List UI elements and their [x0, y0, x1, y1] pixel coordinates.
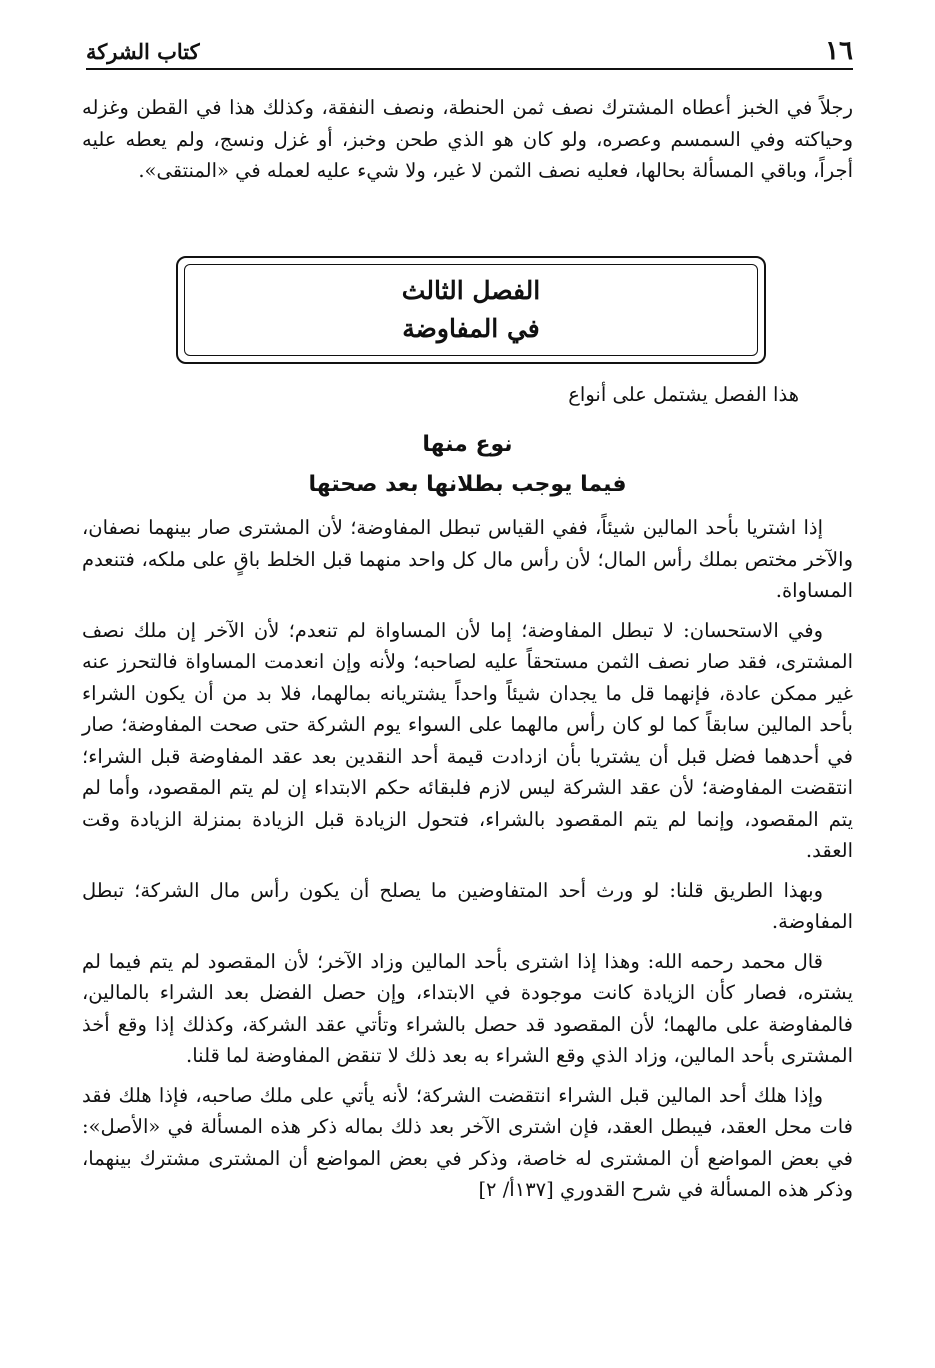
chapter-lead-sentence: هذا الفصل يشتمل على أنواع [568, 383, 799, 406]
chapter-title-line1: الفصل الثالث [401, 276, 541, 305]
body-paragraph-3: وبهذا الطريق قلنا: لو ورث أحد المتفاوضين ما يصلح أن يكون رأس مال الشركة؛ تبطل المفاوضة. [82, 878, 853, 933]
running-title: كتاب الشركة [86, 38, 200, 64]
section-subheading: فيما يوجب بطلانها بعد صحتها [308, 472, 627, 497]
chapter-title-frame [176, 256, 766, 364]
page-header [86, 34, 853, 70]
chapter-title-line2: في المفاوضة [402, 314, 540, 343]
intro-paragraph: رجلاً في الخبز أعطاه المشترك نصف ثمن الحنطة، ونصف النفقة، وكذلك هذا في القطن وغزله وحياكته وفي السمسم وعصره، ولو كان هو الذي طحن وخبز، أو غزل ونسج، ولم يعطه عليه أجراً، وباقي المسألة بحالها، فعليه نصف الثمن لا غير، ولا شيء عليه لعمله في «المنتقى». [82, 96, 853, 182]
body-paragraph-1: إذا اشتريا بأحد المالين شيئاً، ففي القياس تبطل المفاوضة؛ لأن المشترى صار بينهما نصفان، والآخر مختص بملك رأس المال؛ لأن رأس مال كل واحد منهما قبل الخلط باقٍ على ملكه، فتنعدم المساواة. [82, 516, 853, 602]
section-heading: نوع منها [422, 432, 513, 457]
body-paragraph-4: قال محمد رحمه الله: وهذا إذا اشترى بأحد المالين وزاد الآخر؛ لأن المقصود لم يتم فيما لم يشتره، فصار كأن الزيادة كانت موجودة في الابتداء، وإن حصل الفضل بعد الشراء بالمالين، فالمفاوضة على مالهما؛ لأن المقصود قد حصل بالشراء وتأتي عقد الشركة، وكذلك إذا وقع أخذ المشترى بأحد المالين، وزاد الذي وقع الشراء به بعد ذلك لا تنقض المفاوضة لما قلنا. [82, 949, 853, 1067]
page-number: ١٦ [825, 36, 853, 66]
chapter-title-inner-frame [184, 264, 758, 356]
body-paragraph-5: وإذا هلك أحد المالين قبل الشراء انتقضت الشركة؛ لأنه يأتي على ملك صاحبه، فإذا هلك فقد فات محل العقد، فيبطل العقد، فإن اشترى الآخر بعد ذلك بماله ذكر هذه المسألة في «الأصل»: في بعض المواضع أن المشترى له خاصة، وذكر في بعض المواضع أن المشترى مشترك بينهما، وذكر هذه المسألة في شرح القدوري [١٣٧أ/ ٢] [82, 1083, 853, 1201]
body-text [82, 512, 853, 1214]
body-paragraph-2: وفي الاستحسان: لا تبطل المفاوضة؛ إما لأن المساواة لم تنعدم؛ لأن الآخر إن ملك نصف المشترى، فقد صار نصف الثمن مستحقاً عليه لصاحبه؛ ولأنه وإن انعدمت المساواة فالتحرز عنه غير ممكن عادة، فإنهما قل ما يجدان شيئاً واحداً يشتريانه بمالهما، فلا بد من أن يكون الشراء بأحد المالين سابقاً كما لو كان رأس مالهما على السواء يوم الشركة حتى صحت المفاوضة؛ صار في أحدهما فضل قبل أن يشتريا بأن ازدادت قيمة أحد النقدين بعد عقد المفاوضة قبل الشراء؛ انتقضت المفاوضة؛ لأن عقد الشركة ليس لازم فلبقائه حكم الابتداء إن لم يتم المقصود، وأما لم يتم المقصود، وإنما لم يتم المقصود بالشراء، فتحول الزيادة قبل الزيادة بمنزلة الزيادة وقت العقد. [82, 618, 853, 862]
